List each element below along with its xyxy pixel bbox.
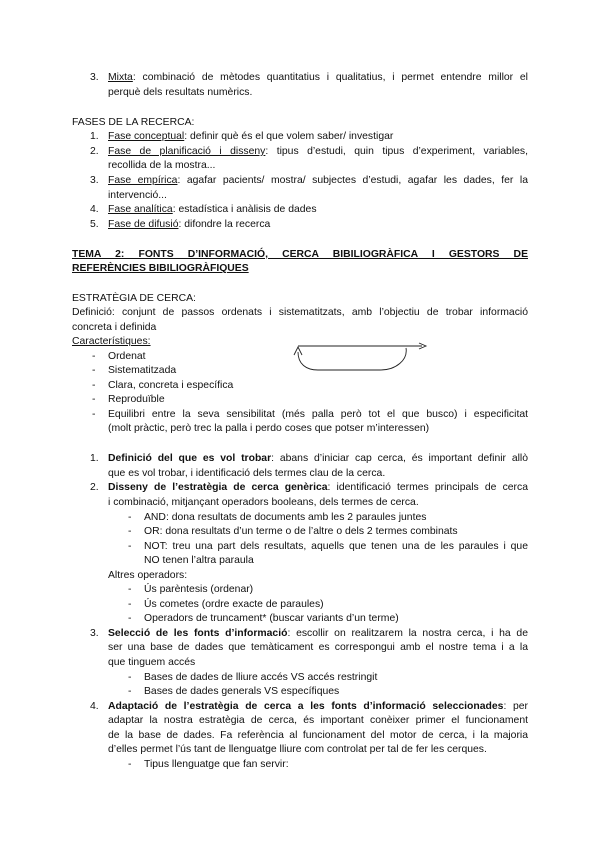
bullet-dash: - bbox=[128, 672, 132, 683]
bullet-dash: - bbox=[92, 380, 96, 391]
fase-text-cont: intervenció... bbox=[108, 190, 167, 201]
fase-text: : definir què és el que volem saber/ investigar bbox=[184, 131, 394, 142]
altres-operador-text: Ús parèntesis (ordenar) bbox=[144, 584, 254, 595]
definicio-text-cont: concreta i definida bbox=[72, 322, 157, 333]
estrategia-title: ESTRATÈGIA DE CERCA: bbox=[72, 293, 196, 304]
list-number: 3. bbox=[90, 175, 99, 186]
fase-text: : tipus d’estudi, quin tipus d’experiment, variables, bbox=[265, 146, 528, 157]
list-number: 3. bbox=[90, 628, 99, 639]
paso-text-cont: d’elles permet l’ús tant de llenguatge lliure com controlat per tal de fer les cerques. bbox=[108, 744, 487, 755]
bullet-dash: - bbox=[128, 686, 132, 697]
bullet-dash: - bbox=[92, 394, 96, 405]
altres-operador-text: Ús cometes (ordre exacte de paraules) bbox=[144, 599, 324, 610]
tema-heading-line1: TEMA 2: FONTS D’INFORMACIÓ, CERCA BIBILIOGRÀFICA I GESTORS DE bbox=[72, 249, 528, 260]
caracteristica-text: Clara, concreta i específica bbox=[108, 380, 234, 391]
caracteristiques-title: Característiques: bbox=[72, 336, 151, 347]
list-number: 3. bbox=[90, 72, 99, 83]
operador-text: AND: dona resultats de documents amb les 2 paraules juntes bbox=[144, 512, 427, 523]
bullet-dash: - bbox=[128, 541, 132, 552]
fase-term: Fase de planificació i disseny bbox=[108, 146, 266, 157]
paso-text-cont: que tinguem accés bbox=[108, 657, 196, 668]
paso-text-cont: i combinació, mitjançant operadors booleans, dels termes de cerca. bbox=[108, 497, 419, 508]
base-dades-text: Bases de dades generals VS específiques bbox=[144, 686, 340, 697]
paso-term: Disseny de l’estratègia de cerca genèrica bbox=[108, 482, 328, 493]
list-number: 1. bbox=[90, 453, 99, 464]
mixta-text: : combinació de mètodes quantitatius i qualitatius, i permet entendre millor el bbox=[132, 72, 528, 83]
bullet-dash: - bbox=[92, 351, 96, 362]
definicio-text: Definició: conjunt de passos ordenats i sistematitzats, amb l’objectiu de trobar informació bbox=[72, 307, 528, 318]
paso-text: : abans d’iniciar cap cerca, és important definir allò bbox=[271, 453, 529, 464]
paso-term: Selecció de les fonts d’informació bbox=[108, 628, 288, 639]
fase-term: Fase analítica bbox=[108, 204, 173, 215]
fase-term: Fase de difusió bbox=[108, 219, 179, 230]
mixta-term: Mixta bbox=[108, 72, 133, 83]
bullet-dash: - bbox=[128, 526, 132, 537]
bullet-dash: - bbox=[128, 512, 132, 523]
mixta-text-cont: perquè dels resultats numèrics. bbox=[108, 87, 253, 98]
altres-operadors-title: Altres operadors: bbox=[108, 570, 188, 581]
operador-text: OR: dona resultats d’un terme o de l’altre o dels 2 termes combinats bbox=[144, 526, 458, 537]
fase-text: : estadística i anàlisis de dades bbox=[172, 204, 317, 215]
paso-text-cont: adaptar la nostra estratègia de cerca, és important conèixer primer el funcionament bbox=[108, 715, 528, 726]
fase-term: Fase conceptual bbox=[108, 131, 185, 142]
caracteristica-text: Sistematitzada bbox=[108, 365, 177, 376]
bullet-dash: - bbox=[92, 409, 96, 420]
fase-text-cont: recollida de la mostra... bbox=[108, 160, 216, 171]
fase-text: : agafar pacients/ mostra/ subjectes d’estudi, agafar les dades, fer la bbox=[177, 175, 528, 186]
sketch-loop bbox=[298, 348, 406, 370]
altres-operador-text: Operadors de truncament* (buscar variants d’un terme) bbox=[144, 613, 399, 624]
paso-text: : escollir on realitzarem la nostra cerca, i ha de bbox=[287, 628, 528, 639]
cycle-arrow-sketch bbox=[288, 338, 438, 378]
bullet-dash: - bbox=[128, 584, 132, 595]
caracteristica-text: Reproduïble bbox=[108, 394, 165, 405]
llenguatge-text: Tipus llenguatge que fan servir: bbox=[144, 759, 289, 770]
paso-term: Definició del que es vol trobar bbox=[108, 453, 272, 464]
caracteristica-text-cont: (molt pràctic, però trec la palla i perdo coses que potser m’interessen) bbox=[108, 423, 430, 434]
caracteristica-text: Ordenat bbox=[108, 351, 146, 362]
caracteristica-text: Equilibri entre la seva sensibilitat (més palla però tot el que busco) i especificitat bbox=[108, 409, 528, 420]
list-number: 5. bbox=[90, 219, 99, 230]
bullet-dash: - bbox=[128, 613, 132, 624]
list-number: 4. bbox=[90, 701, 99, 712]
fase-term: Fase empírica bbox=[108, 175, 178, 186]
paso-text: : per bbox=[503, 701, 528, 712]
list-number: 1. bbox=[90, 131, 99, 142]
paso-text-cont: que es vol trobar, i identificació dels termes clau de la cerca. bbox=[108, 468, 386, 479]
bullet-dash: - bbox=[128, 759, 132, 770]
list-number: 2. bbox=[90, 482, 99, 493]
fases-title: FASES DE LA RECERCA: bbox=[72, 117, 195, 128]
operador-text: NOT: treu una part dels resultats, aquells que tenen una de les paraules i que bbox=[144, 541, 528, 552]
paso-text-cont: de la base de dades. Fa referència al funcionament del motor de cerca, i la majoria bbox=[108, 730, 528, 741]
bullet-dash: - bbox=[92, 365, 96, 376]
tema-heading-line2: REFERÈNCIES BIBILIOGRÀFIQUES bbox=[72, 263, 249, 274]
list-number: 4. bbox=[90, 204, 99, 215]
fase-text: : difondre la recerca bbox=[178, 219, 271, 230]
paso-text-cont: ser una base de dades que temàticament es correspongui amb el nostre tema i a la bbox=[108, 642, 528, 653]
bullet-dash: - bbox=[128, 599, 132, 610]
operador-text-cont: NO tenen l’altra paraula bbox=[144, 555, 254, 566]
paso-text: : identificació termes principals de cerca bbox=[327, 482, 528, 493]
base-dades-text: Bases de dades de lliure accés VS accés restringit bbox=[144, 672, 378, 683]
paso-term: Adaptació de l’estratègia de cerca a les fonts d’informació seleccionades bbox=[108, 701, 504, 712]
list-number: 2. bbox=[90, 146, 99, 157]
